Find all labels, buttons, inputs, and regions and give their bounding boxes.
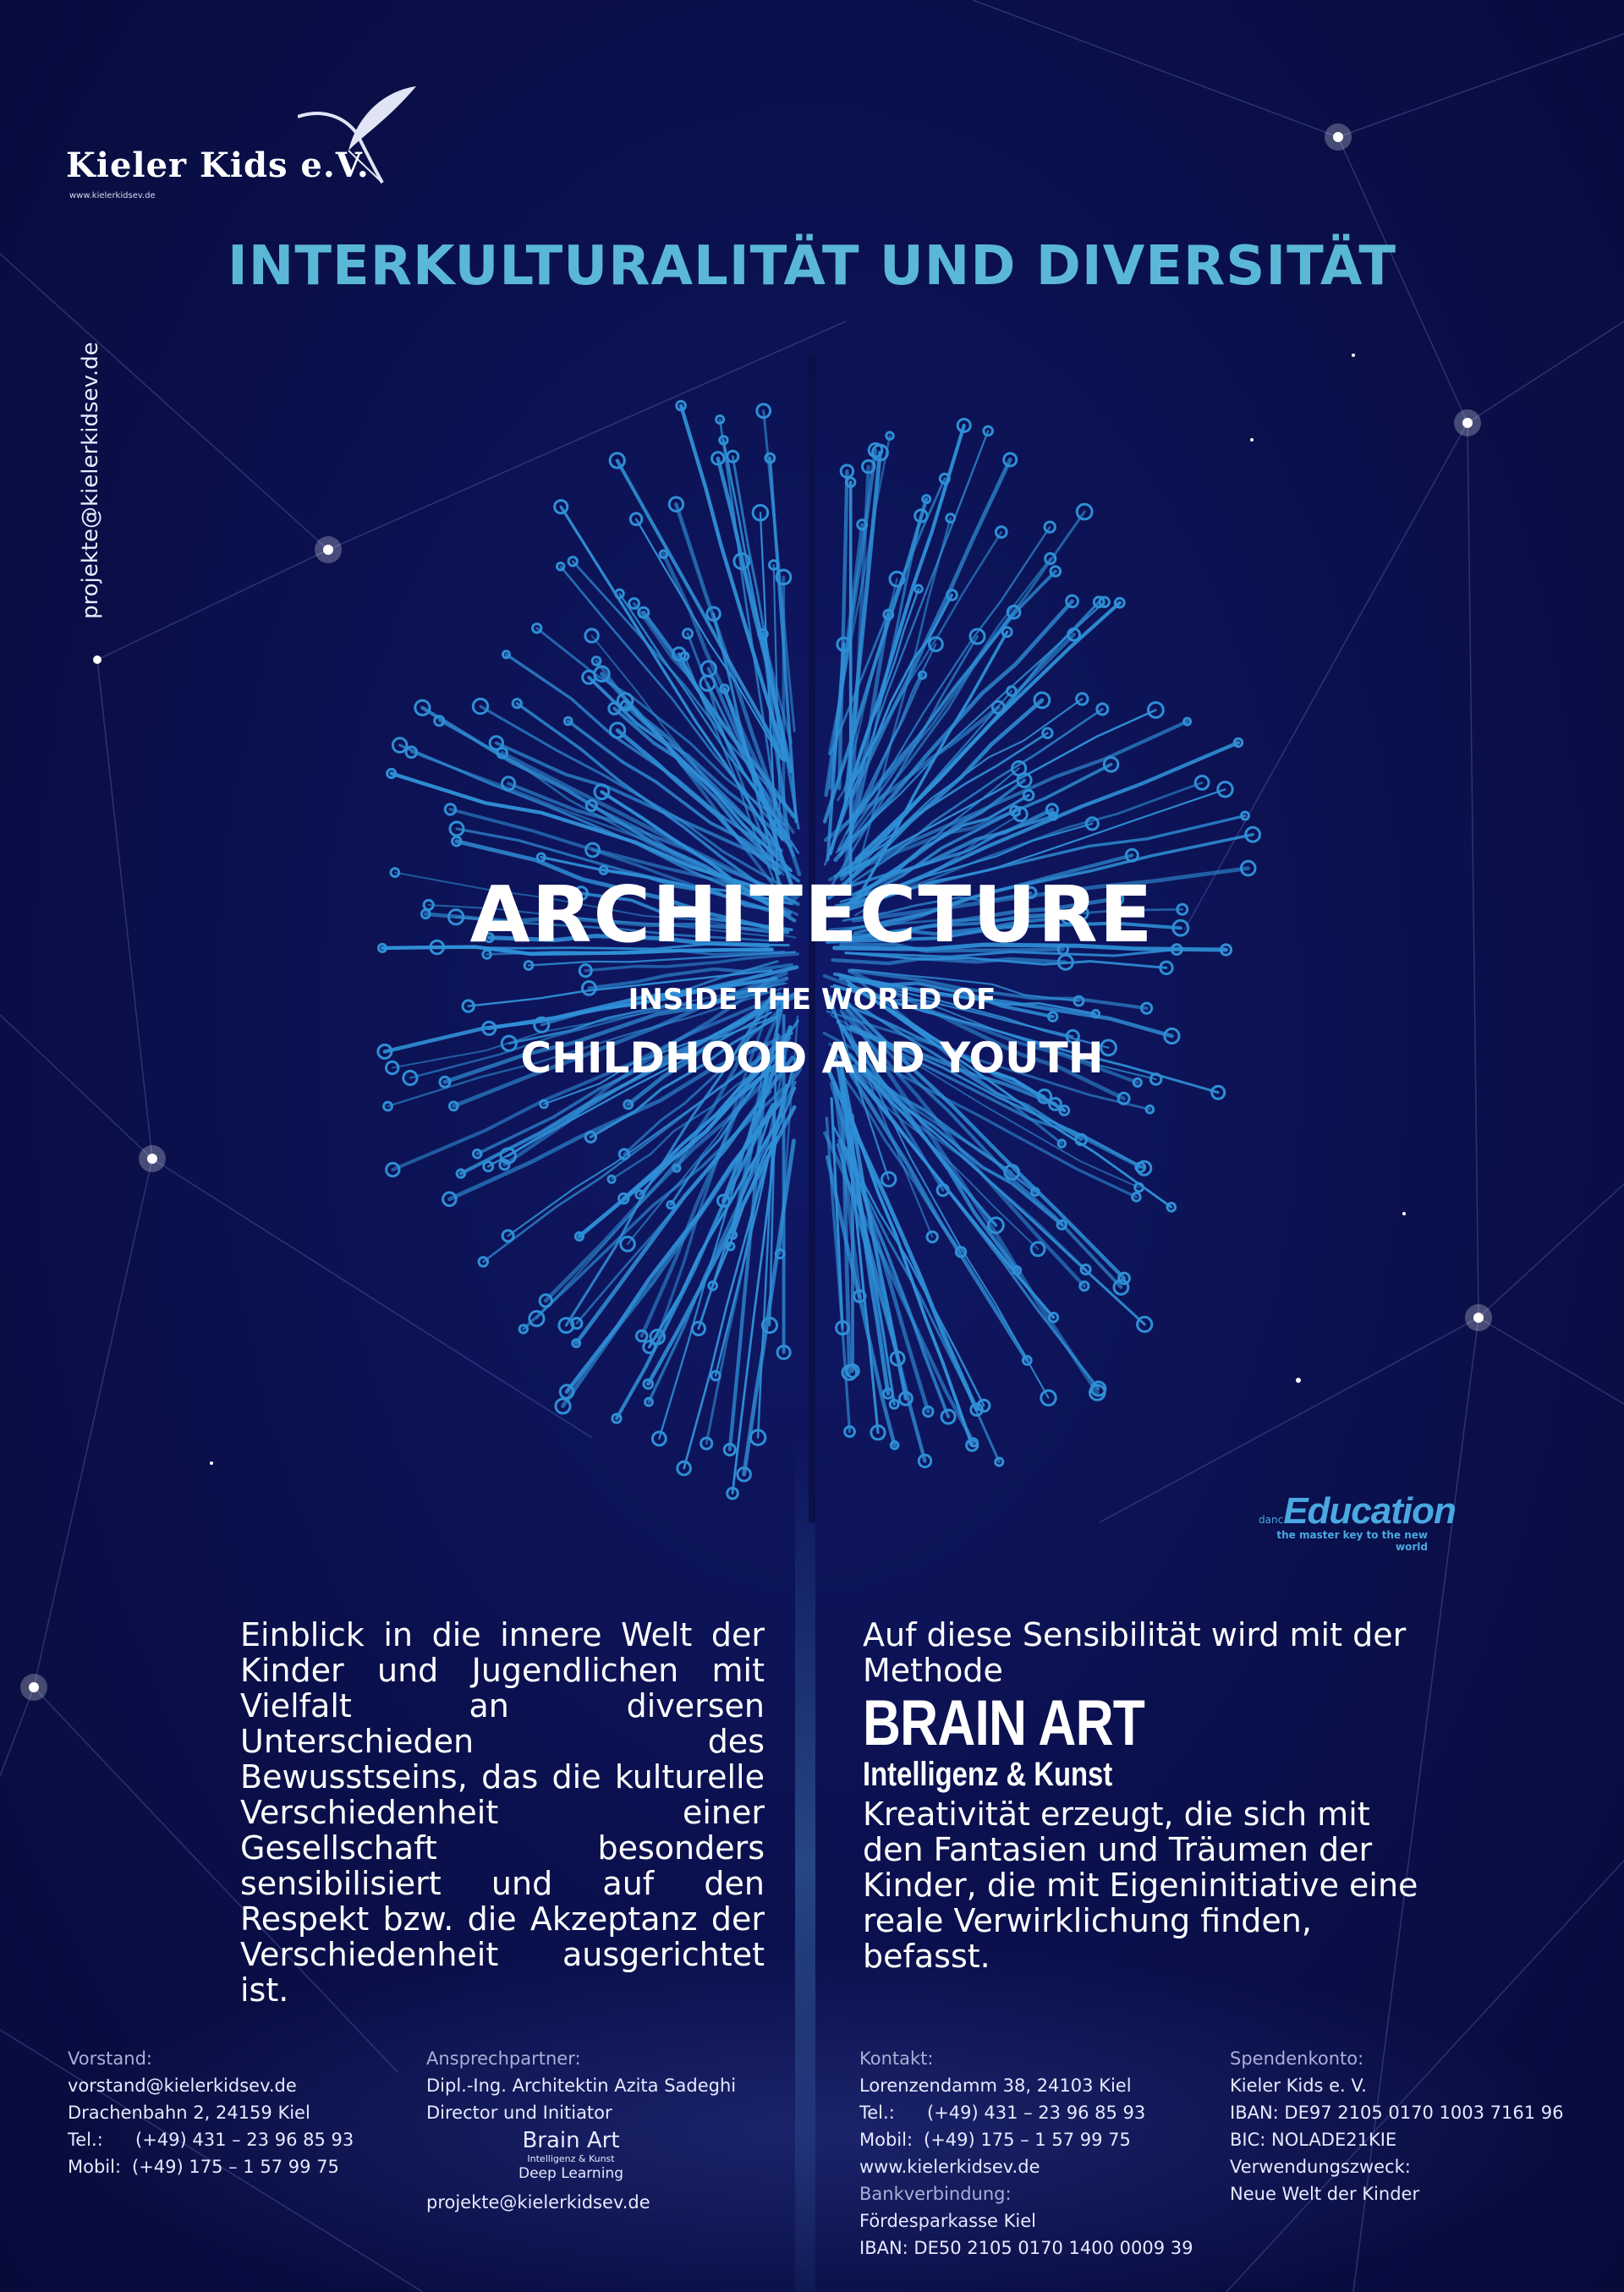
footer-spenden-name: Kieler Kids e. V. xyxy=(1230,2075,1367,2096)
footer-spendenkonto xyxy=(1230,2045,1563,2207)
footer-spenden-bic: BIC: NOLADE21KIE xyxy=(1230,2130,1397,2150)
text-right-intro: Auf diese Sensibilität wird mit der Methode xyxy=(863,1616,1407,1689)
footer-spenden-zweck-label: Verwendungszweck: xyxy=(1230,2157,1411,2177)
footer-spenden-iban: IBAN: DE97 2105 0170 1003 7161 96 xyxy=(1230,2103,1564,2123)
education-logo xyxy=(1259,1490,1456,1553)
footer-kontakt-tel[interactable]: (+49) 431 – 23 96 85 93 xyxy=(927,2103,1146,2123)
logo-url: www.kielerkidsev.de xyxy=(69,191,156,200)
footer-vorstand-mobil[interactable]: (+49) 175 – 1 57 99 75 xyxy=(132,2157,339,2177)
footer-kontakt-bank-label: Bankverbindung: xyxy=(859,2184,1012,2204)
footer-vorstand-mobil-key: Mobil: xyxy=(68,2157,122,2177)
brain-art-small-logo xyxy=(508,2128,634,2182)
footer-kontakt-address: Lorenzendamm 38, 24103 Kiel xyxy=(859,2075,1132,2096)
footer-kontakt-mobil-key: Mobil: xyxy=(859,2130,914,2150)
footer-kontakt-mobil[interactable]: (+49) 175 – 1 57 99 75 xyxy=(924,2130,1131,2150)
footer-kontakt-web[interactable]: www.kielerkidsev.de xyxy=(859,2157,1040,2177)
text-right xyxy=(863,1617,1438,1974)
education-logo-name: Education xyxy=(1283,1490,1456,1532)
footer-vorstand-label: Vorstand: xyxy=(68,2048,152,2069)
education-logo-tagline: the master key to the new world xyxy=(1276,1529,1428,1553)
footer-kontakt-tel-key: Tel.: xyxy=(859,2103,895,2123)
footer-spenden-zweck: Neue Welt der Kinder xyxy=(1230,2184,1420,2204)
education-logo-prefix: danc xyxy=(1259,1514,1284,1526)
side-email[interactable]: projekte@kielerkidsev.de xyxy=(78,342,103,619)
footer-ansprech-email[interactable]: projekte@kielerkidsev.de xyxy=(426,2192,650,2212)
architecture-subtitle-2: CHILDHOOD AND YOUTH xyxy=(520,1034,1104,1083)
footer-kontakt xyxy=(859,2045,1193,2262)
footer-ansprech-role: Director und Initiator xyxy=(426,2103,612,2123)
footer-kontakt-bank: Fördesparkasse Kiel xyxy=(859,2211,1036,2231)
architecture-subtitle-1: INSIDE THE WORLD OF xyxy=(628,983,996,1017)
brain-art-small-sub2: Deep Learning xyxy=(518,2165,623,2182)
footer-kontakt-label: Kontakt: xyxy=(859,2048,934,2069)
footer-vorstand-address: Drachenbahn 2, 24159 Kiel xyxy=(68,2103,310,2123)
brain-art-brand-sub: Intelligenz & Kunst xyxy=(863,1756,1113,1793)
footer-ansprech-name: Dipl.-Ing. Architektin Azita Sadeghi xyxy=(426,2075,737,2096)
page-headline: INTERKULTURALITÄT UND DIVERSITÄT xyxy=(227,235,1397,298)
footer-vorstand-tel[interactable]: (+49) 431 – 23 96 85 93 xyxy=(135,2130,354,2150)
brain-art-small-title: Brain Art xyxy=(522,2128,620,2153)
footer-ansprechpartner xyxy=(426,2045,736,2216)
footer-vorstand-email[interactable]: vorstand@kielerkidsev.de xyxy=(68,2075,297,2096)
architecture-title: ARCHITECTURE xyxy=(469,869,1155,960)
footer-kontakt-iban: IBAN: DE50 2105 0170 1400 0009 39 xyxy=(859,2238,1193,2258)
footer-spenden-label: Spendenkonto: xyxy=(1230,2048,1364,2069)
text-left: Einblick in die innere Welt der Kinder und Jugendlichen mit Vielfalt an diversen Unterschieden des Bewusstseins, das die kulturelle Verschiedenheit einer Gesellschaft besonders sensibilisiert und auf den Respekt bzw. die Akzeptanz der Verschiedenheit ausgerichtet ist. xyxy=(240,1616,765,2009)
brain-art-brand: BRAIN ART xyxy=(863,1687,1145,1759)
footer-ansprech-label: Ansprechpartner: xyxy=(426,2048,581,2069)
text-right-outro: Kreativität erzeugt, die sich mit den Fantasien und Träumen der Kinder, die mit Eigeninitiative eine reale Verwirklichung finden, befasst. xyxy=(863,1796,1418,1975)
brain-art-small-sub: Intelligenz & Kunst xyxy=(527,2153,615,2164)
footer-vorstand xyxy=(68,2045,354,2180)
logo-name: Kieler Kids e.V. xyxy=(66,145,370,185)
footer-vorstand-tel-key: Tel.: xyxy=(68,2130,103,2150)
